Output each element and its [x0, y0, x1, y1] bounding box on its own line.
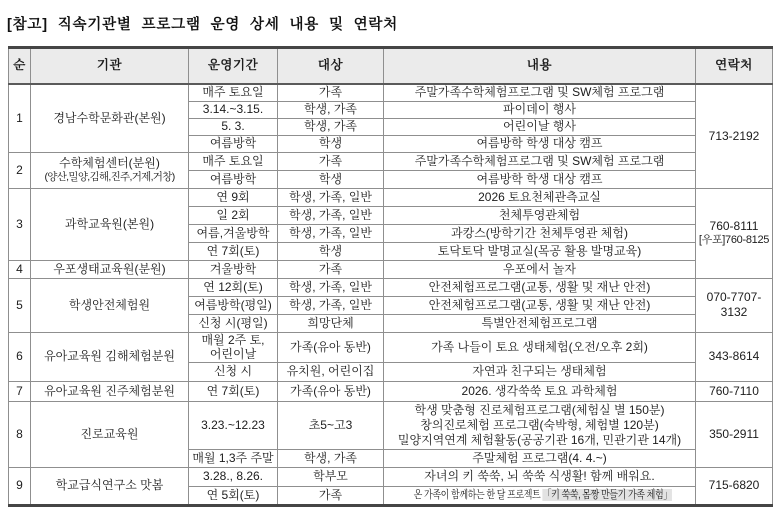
cell-period: 여름방학 [189, 135, 278, 152]
cell-content: 자녀의 키 쑥쑥, 뇌 쑥쑥 식생활! 함께 배워요. [384, 467, 696, 486]
cell-contact: 070-7707-3132 [696, 278, 773, 332]
cell-content: 안전체험프로그램(교통, 생활 및 재난 안전) [384, 278, 696, 296]
cell-period: 매주 토요일 [189, 152, 278, 170]
cell-institution: 진로교육원 [31, 401, 189, 467]
cell-period: 여름방학(평일) [189, 296, 278, 314]
cell-content [384, 486, 696, 505]
cell-content: 우포에서 놀자 [384, 260, 696, 278]
cell-target: 가족(유아 동반) [278, 332, 384, 362]
cell-content: 가족 나들이 토요 생태체험(오전/오후 2회) [384, 332, 696, 362]
cell-no: 9 [9, 467, 31, 505]
cell-institution: 우포생태교육원(분원) [31, 260, 189, 278]
cell-target: 가족(유아 동반) [278, 381, 384, 401]
cell-period: 연 5회(토) [189, 486, 278, 505]
cell-content [384, 401, 696, 449]
cell-period: 연 12회(토) [189, 278, 278, 296]
content-line: 밀양지역연계 체험활동(공공기관 16개, 민관기관 14개) [397, 432, 682, 447]
cell-institution [31, 152, 189, 188]
page-title: [참고] 직속기관별 프로그램 운영 상세 내용 및 연락처 [7, 17, 399, 33]
cell-content: 토닥토닥 발명교실(목공 활용 발명교육) [384, 242, 696, 260]
content-line [413, 488, 672, 502]
cell-institution: 학교급식연구소 맛봄 [31, 467, 189, 505]
table-row [9, 84, 773, 101]
cell-content: 주말가족수학체험프로그램 및 SW체험 프로그램 [384, 84, 696, 101]
cell-period: 3.23.~12.23 [189, 401, 278, 449]
cell-content: 특별안전체험프로그램 [384, 314, 696, 332]
col-header-contact: 연락처 [696, 48, 773, 85]
cell-period: 5. 3. [189, 118, 278, 135]
cell-content: 여름방학 학생 대상 캠프 [384, 135, 696, 152]
cell-period: 신청 시(평일) [189, 314, 278, 332]
col-header-institution: 기관 [31, 48, 189, 85]
cell-no: 4 [9, 260, 31, 278]
cell-target: 학생, 가족, 일반 [278, 224, 384, 242]
cell-no: 3 [9, 188, 31, 260]
cell-target: 학생 [278, 135, 384, 152]
cell-period [189, 332, 278, 362]
table-row [9, 332, 773, 362]
cell-period: 3.14.~3.15. [189, 101, 278, 118]
cell-period: 여름방학 [189, 170, 278, 188]
cell-period: 일 2회 [189, 206, 278, 224]
cell-target: 가족 [278, 260, 384, 278]
cell-institution: 학생안전체험원 [31, 278, 189, 332]
cell-contact: 713-2192 [696, 84, 773, 188]
table-row [9, 278, 773, 296]
period-line: 어린이날 [209, 347, 257, 362]
table-row [9, 381, 773, 401]
col-header-no: 순 [9, 48, 31, 85]
cell-content: 안전체험프로그램(교통, 생활 및 재난 안전) [384, 296, 696, 314]
cell-institution: 경남수학문화관(본원) [31, 84, 189, 152]
content-prefix: 온 가족이 함께하는 한 달 프로젝트 [413, 488, 543, 501]
cell-target: 가족 [278, 84, 384, 101]
cell-content: 어린이날 행사 [384, 118, 696, 135]
cell-target: 가족 [278, 152, 384, 170]
header-row [9, 48, 773, 85]
table-row [9, 188, 773, 206]
cell-target: 초5~고3 [278, 401, 384, 449]
cell-target: 희망단체 [278, 314, 384, 332]
cell-no: 2 [9, 152, 31, 188]
cell-target: 학생, 가족, 일반 [278, 296, 384, 314]
highlighted-text: 「키 쑥쑥, 몸짱 만들기 가족 체험」 [542, 488, 672, 501]
cell-target: 학생 [278, 242, 384, 260]
cell-contact [696, 188, 773, 278]
cell-period: 연 9회 [189, 188, 278, 206]
cell-target: 가족 [278, 486, 384, 505]
cell-period: 3.28., 8.26. [189, 467, 278, 486]
cell-no: 7 [9, 381, 31, 401]
table-row [9, 260, 773, 278]
cell-content: 2026 토요천체관측교실 [384, 188, 696, 206]
cell-content: 여름방학 학생 대상 캠프 [384, 170, 696, 188]
cell-target: 학생, 가족 [278, 118, 384, 135]
cell-target: 학부모 [278, 467, 384, 486]
cell-content: 파이데이 행사 [384, 101, 696, 118]
cell-institution: 과학교육원(본원) [31, 188, 189, 260]
institution-line: 수학체험센터(분원) [59, 156, 160, 171]
cell-target: 학생, 가족 [278, 449, 384, 467]
cell-contact: 715-6820 [696, 467, 773, 505]
cell-content: 주말가족수학체험프로그램 및 SW체험 프로그램 [384, 152, 696, 170]
contact-line: [우포]760-8125 [698, 233, 770, 246]
cell-content: 주말체험 프로그램(4. 4.~) [384, 449, 696, 467]
cell-no: 6 [9, 332, 31, 381]
cell-period: 여름,겨울방학 [189, 224, 278, 242]
period-line: 매월 2주 토, [201, 332, 265, 347]
table-row [9, 401, 773, 449]
col-header-period: 운영기간 [189, 48, 278, 85]
cell-no: 1 [9, 84, 31, 152]
table-row [9, 152, 773, 170]
cell-target: 유치원, 어린이집 [278, 362, 384, 381]
content-line: 학생 맞춤형 진로체험프로그램(체험실 별 150분) [414, 403, 665, 418]
cell-content: 과캉스(방학기간 천체투영관 체험) [384, 224, 696, 242]
cell-institution: 유아교육원 김해체험분원 [31, 332, 189, 381]
content-line: 창의진로체험 프로그램(숙박형, 체험별 120분) [420, 417, 659, 432]
cell-target: 학생, 가족, 일반 [278, 278, 384, 296]
cell-institution: 유아교육원 진주체험분원 [31, 381, 189, 401]
cell-no: 5 [9, 278, 31, 332]
cell-content: 천체투영관체험 [384, 206, 696, 224]
cell-no: 8 [9, 401, 31, 467]
cell-contact: 760-7110 [696, 381, 773, 401]
cell-period: 매주 토요일 [189, 84, 278, 101]
program-table [8, 46, 773, 507]
cell-contact: 350-2911 [696, 401, 773, 467]
institution-branches: (양산,밀양,김해,진주,거제,거창) [44, 170, 175, 183]
cell-contact: 343-8614 [696, 332, 773, 381]
cell-period: 신청 시 [189, 362, 278, 381]
cell-period: 매월 1,3주 주말 [189, 449, 278, 467]
cell-content: 2026. 생각쑥쑥 토요 과학체험 [384, 381, 696, 401]
cell-target: 학생, 가족, 일반 [278, 188, 384, 206]
col-header-target: 대상 [278, 48, 384, 85]
cell-period: 연 7회(토) [189, 242, 278, 260]
cell-target: 학생, 가족, 일반 [278, 206, 384, 224]
cell-target: 학생, 가족 [278, 101, 384, 118]
cell-period: 겨울방학 [189, 260, 278, 278]
col-header-content: 내용 [384, 48, 696, 85]
cell-target: 학생 [278, 170, 384, 188]
contact-line: 760-8111 [709, 218, 759, 233]
cell-content: 자연과 친구되는 생태체험 [384, 362, 696, 381]
cell-period: 연 7회(토) [189, 381, 278, 401]
table-row [9, 467, 773, 486]
